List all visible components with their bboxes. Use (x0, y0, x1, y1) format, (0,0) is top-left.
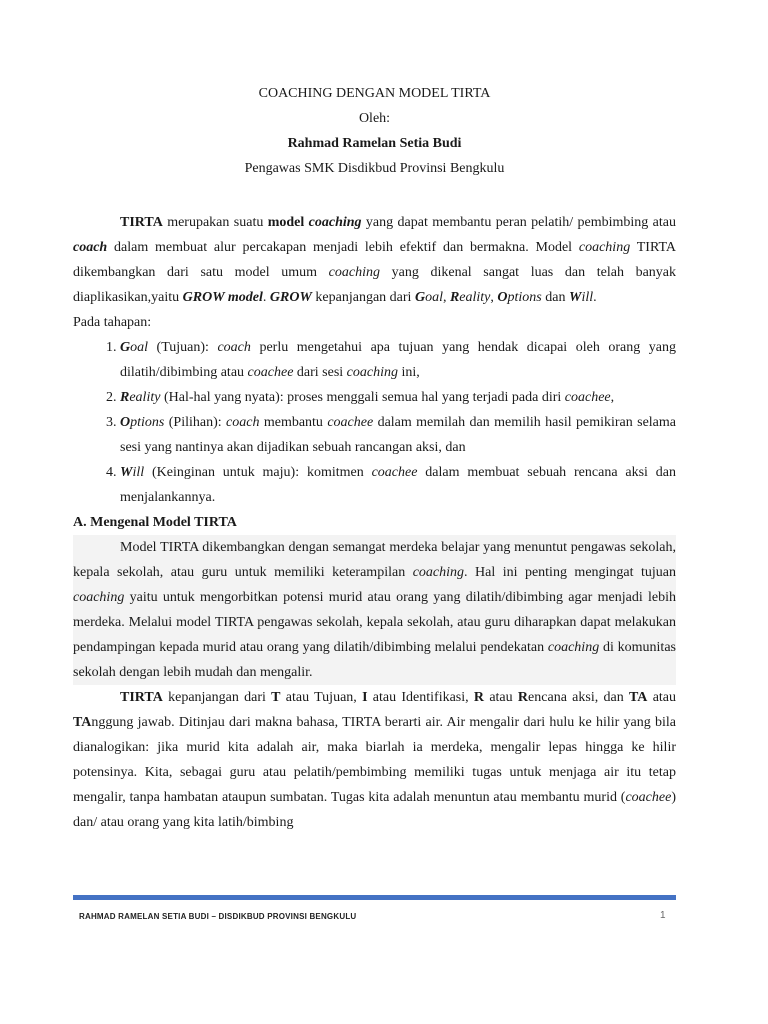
paragraph-tirta-meaning (73, 685, 676, 835)
text-run: dan (541, 290, 569, 305)
text-run: merupakan suatu (162, 215, 268, 230)
italic-term: oal (425, 290, 443, 305)
italic-term: coaching (308, 215, 362, 230)
text-run: membantu (259, 415, 328, 430)
list-item-goal (120, 335, 676, 385)
byline-label: Oleh: (358, 111, 391, 126)
italic-term: G (120, 340, 131, 355)
section-heading: A. Mengenal Model TIRTA (73, 515, 237, 530)
text-run: (Pilihan): (164, 415, 227, 430)
bold-term: TIRTA (120, 215, 163, 230)
document-title: COACHING DENGAN MODEL TIRTA (258, 86, 491, 101)
grow-stage-list (73, 335, 676, 510)
italic-term: oal (130, 340, 149, 355)
text-run: atau (484, 690, 518, 705)
text-run: atau (647, 690, 677, 705)
author-name: Rahmad Ramelan Setia Budi (287, 136, 462, 151)
bold-term: TIRTA (120, 690, 163, 705)
italic-term: W (120, 465, 133, 480)
italic-term: coachee (625, 790, 672, 805)
text-run: atau Identifikasi, (367, 690, 474, 705)
text-run: encana aksi, dan (528, 690, 629, 705)
text-run: perlu mengetahui apa tujuan yang hendak dicapai oleh orang yang dilatih/dibimbing atau (120, 340, 676, 380)
italic-term: coaching (346, 365, 398, 380)
footer-author: RAHMAD RAMELAN SETIA BUDI – DISDIKBUD PROVINSI BENGKULU (79, 912, 357, 921)
text-run: Model TIRTA dikembangkan dengan semangat merdeka belajar yang menuntut pengawas sekolah, kepala sekolah, atau guru untuk memiliki keterampilan (73, 540, 676, 580)
italic-term: coaching (328, 265, 380, 280)
italic-term: coaching (578, 240, 631, 255)
italic-term: G (414, 290, 426, 305)
italic-term: O (497, 290, 508, 305)
intro-paragraph (73, 210, 676, 310)
document-body (73, 210, 676, 835)
text-run: TIRTA dikembangkan dari satu model umum (73, 240, 676, 280)
text-run: di komunitas sekolah dengan lebih mudah dan mengalir. (73, 640, 676, 680)
italic-term: ill (132, 465, 145, 480)
text-run: yaitu untuk mengorbitkan potensi murid atau orang yang dilatih/dibimbing agar menjadi lebih merdeka. Melalui model TIRTA pengawas sekolah, kepala sekolah, atau guru diharapkan dapat melakukan pendampingan kepada murid atau orang yang dilatih/dibimbing melalui pendekatan (73, 590, 676, 655)
italic-term: coach (226, 415, 260, 430)
italic-term: coaching (73, 590, 125, 605)
list-item-options (120, 410, 676, 460)
text-run: (Hal-hal yang nyata): proses menggali semua hal yang terjadi pada diri (160, 390, 565, 405)
italic-term: W (568, 290, 582, 305)
italic-term: coach (217, 340, 251, 355)
text-run: dalam membuat sebuah rencana aksi dan menjalankannya. (120, 465, 677, 505)
text-run: . Hal ini penting mengingat tujuan (464, 565, 677, 580)
bold-term: model (267, 215, 309, 230)
italic-term: ptions (130, 415, 165, 430)
text-run: , (610, 390, 615, 405)
text-run: kepanjangan dari (162, 690, 272, 705)
bold-term: R (473, 690, 485, 705)
paragraph-model-tirta (73, 535, 676, 685)
text-run: kepanjangan dari (311, 290, 415, 305)
italic-term: coach (73, 240, 108, 255)
bold-term: TA (629, 690, 648, 705)
italic-term: coaching (547, 640, 600, 655)
italic-term: eality (129, 390, 161, 405)
bold-term: TA (73, 715, 92, 730)
bold-term: I (362, 690, 368, 705)
italic-term: coachee (564, 390, 611, 405)
text-run: ) dan/ atau orang yang kita latih/bimbing (73, 790, 676, 830)
list-item-reality (120, 385, 676, 410)
bold-term: T (271, 690, 281, 705)
list-item-will (120, 460, 676, 510)
italic-term: O (120, 415, 131, 430)
italic-term: GROW model (182, 290, 263, 305)
text-run: dalam memilah dan memilih hasil pemikiran selama sesi yang nantinya akan dijadikan sebuah rancangan aksi, dan (120, 415, 677, 455)
italic-term: R (120, 390, 130, 405)
footer-rule (73, 895, 676, 900)
page-number: 1 (660, 910, 666, 921)
italic-term: eality (459, 290, 491, 305)
stages-label: Pada tahapan: (73, 315, 152, 330)
text-run: , (442, 290, 450, 305)
text-run: (Tujuan): (148, 340, 218, 355)
italic-term: coachee (247, 365, 294, 380)
text-run: atau Tujuan, (280, 690, 363, 705)
text-run: . (593, 290, 597, 305)
bold-term: R (517, 690, 529, 705)
text-run: dari sesi (293, 365, 347, 380)
italic-term: ptions (507, 290, 542, 305)
italic-term: coaching (412, 565, 465, 580)
text-run: nggung jawab. Ditinjau dari makna bahasa, TIRTA berarti air. Air mengalir dari hulu ke hilir yang bila dianalogikan: jika murid kita adalah air, maka biarlah ia merdeka, mengalir lepas hingga ke hilir potensinya. Kita, sebagai guru atau pelatih/pembimbing memiliki tugas untuk menjaga air itu tetap mengalir, tanpa hambatan ataupun sumbatan. Tugas kita adalah menuntun atau membantu murid ( (73, 715, 676, 805)
author-affiliation: Pengawas SMK Disdikbud Provinsi Bengkulu (244, 161, 505, 176)
italic-term: GROW (269, 290, 312, 305)
text-run: yang dikenal sangat luas dan telah banyak diaplikasikan,yaitu (73, 265, 676, 305)
text-run: ini, (398, 365, 420, 380)
text-run: (Keinginan untuk maju): komitmen (144, 465, 372, 480)
italic-term: ill (581, 290, 594, 305)
italic-term: coachee (371, 465, 418, 480)
italic-term: coachee (327, 415, 374, 430)
italic-term: R (449, 290, 460, 305)
text-run: dalam membuat alur percakapan menjadi lebih efektif dan bermakna. Model (107, 240, 579, 255)
text-run: , (490, 290, 498, 305)
text-run: yang dapat membantu peran pelatih/ pembimbing atau (361, 215, 676, 230)
text-run: . (262, 290, 270, 305)
